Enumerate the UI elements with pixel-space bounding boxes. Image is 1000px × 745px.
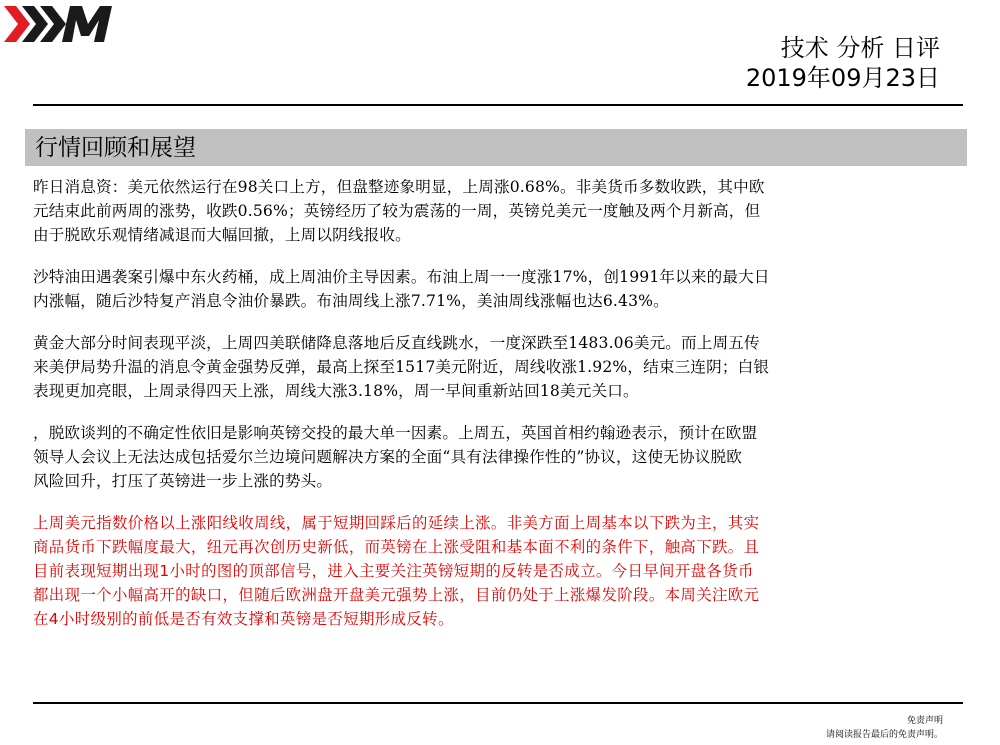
paragraph-line: 由于脱欧乐观情绪减退而大幅回撤，上周以阴线报收。 <box>33 226 411 244</box>
paragraph-line: 沙特油田遇袭案引爆中东火药桶，成上周油价主导因素。布油上周一一度涨17%，创1991年以来的最大日 <box>33 268 770 286</box>
header-divider <box>33 104 963 106</box>
paragraph-line: 领导人会议上无法达成包括爱尔兰边境问题解决方案的全面“具有法律操作性的”协议，这使无协议脱欧 <box>33 448 742 466</box>
paragraph-outlook <box>33 511 963 631</box>
paragraph-line: 表现更加亮眼，上周录得四天上涨，周线大涨3.18%，周一早间重新站回18美元关口。 <box>33 382 639 400</box>
report-header <box>746 33 940 93</box>
paragraph-line: ，脱欧谈判的不确定性依旧是影响英镑交投的最大单一因素。上周五，英国首相约翰逊表示，预计在欧盟 <box>33 424 758 442</box>
paragraph-line: 元结束此前两周的涨势，收跌0.56%；英镑经历了较为震荡的一周，英镑兑美元一度触及两个月新高，但 <box>33 202 761 220</box>
paragraph-dollar-review <box>33 175 963 247</box>
report-date: 2019年09月23日 <box>745 64 940 92</box>
footer-divider <box>33 702 963 704</box>
section-title-bar <box>25 129 967 166</box>
xm-logo-icon <box>0 0 130 48</box>
paragraph-line: 目前表现短期出现1小时的图的顶部信号，进入主要关注英镑短期的反转是否成立。今日早间开盘各货币 <box>33 562 754 580</box>
paragraph-line: 风险回升，打压了英镑进一步上涨的势头。 <box>33 472 333 490</box>
paragraph-line: 在4小时级别的前低是否有效支撑和英镑是否短期形成反转。 <box>33 610 454 628</box>
paragraph-gold-review <box>33 331 963 403</box>
disclaimer <box>826 714 943 742</box>
paragraph-line: 来美伊局势升温的消息令黄金强势反弹，最高上探至1517美元附近，周线收涨1.92%，结束三连阴；白银 <box>33 358 770 376</box>
paragraph-line: 昨日消息资：美元依然运行在98关口上方，但盘整迹象明显，上周涨0.68%。非美货币多数收跌，其中欧 <box>33 178 765 196</box>
report-content <box>33 175 963 649</box>
paragraph-line: 内涨幅，随后沙特复产消息令油价暴跌。布油周线上涨7.71%，美油周线涨幅也达6.43%。 <box>33 292 669 310</box>
paragraph-oil-review <box>33 265 963 313</box>
paragraph-line: 黄金大部分时间表现平淡，上周四美联储降息落地后反直线跳水，一度深跌至1483.06美元。而上周五传 <box>33 334 760 352</box>
xm-logo <box>0 0 130 48</box>
paragraph-brexit-review <box>33 421 963 493</box>
paragraph-line: 商品货币下跌幅度最大，纽元再次创历史新低，而英镑在上涨受阻和基本面不利的条件下，触高下跌。且 <box>33 538 760 556</box>
disclaimer-title: 免责声明 <box>906 716 943 726</box>
paragraph-line: 都出现一个小幅高开的缺口，但随后欧洲盘开盘美元强势上涨，目前仍处于上涨爆发阶段。本周关注欧元 <box>33 586 760 604</box>
report-title: 技术 分析 日评 <box>780 34 940 62</box>
paragraph-line: 上周美元指数价格以上涨阳线收周线，属于短期回踩后的延续上涨。非美方面上周基本以下跌为主，其实 <box>33 514 760 532</box>
disclaimer-text: 请阅读报告最后的免责声明。 <box>825 730 943 740</box>
section-title: 行情回顾和展望 <box>35 135 196 161</box>
